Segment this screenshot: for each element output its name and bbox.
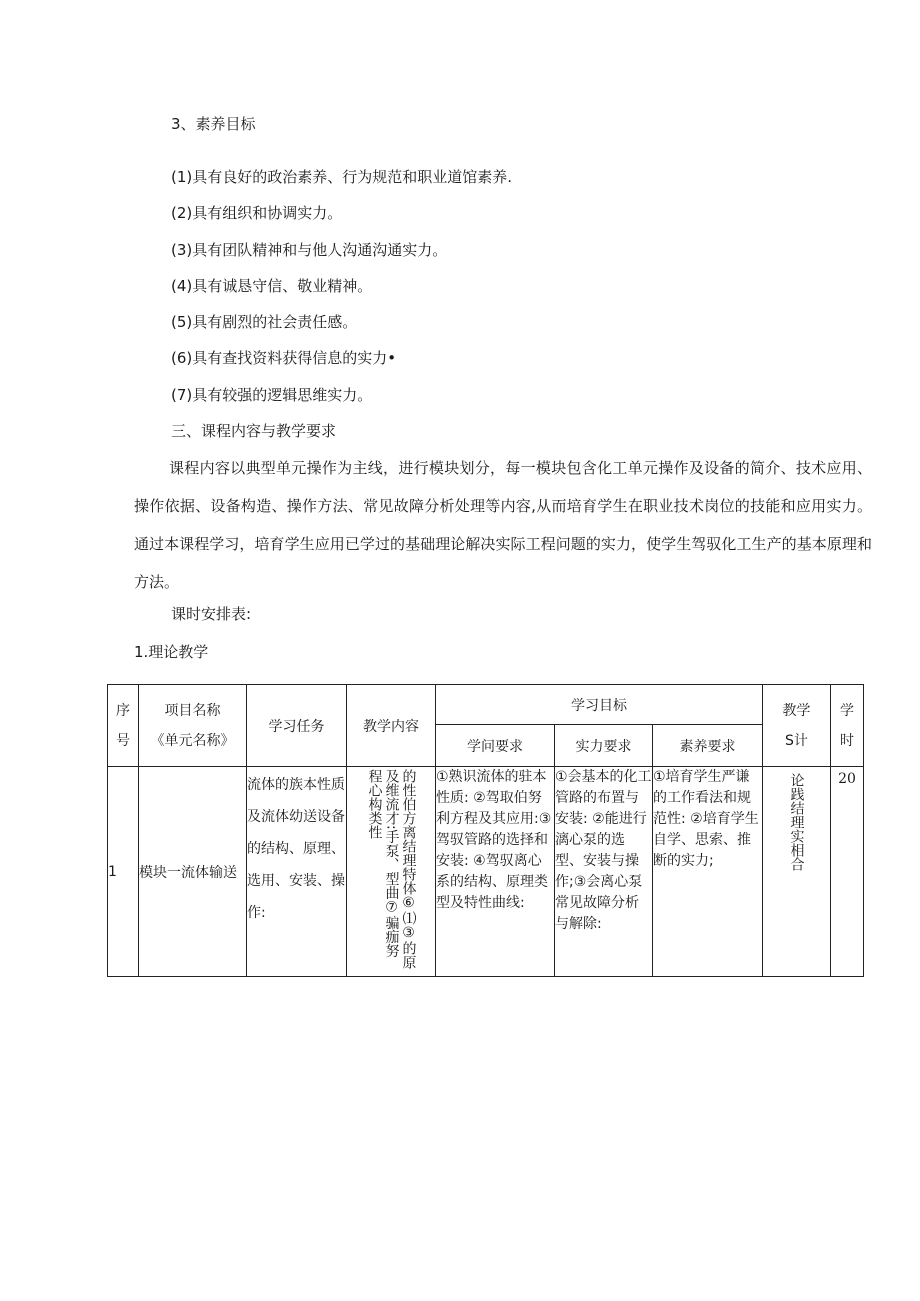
header-teaching-content: 教学内容 [347,685,436,767]
cell-teaching-content: 的性伯方离结理特体⑥⑴③的原及维流才:手泵、型曲⑦骗痂努程心构类性 [366,769,417,969]
table-row [108,767,864,977]
header-project-name: 项目名称 《单元名称》 [139,685,247,767]
cell-learning-task: 流体的族本性质及流体幼送设备的结构、原理、选用、安装、操作: [247,777,345,921]
header-seq: 序 号 [108,685,139,767]
header-learning-goal: 学习目标 [436,685,763,725]
cell-ability: ①会基本的化工管路的布置与安装: ②能进行漓心泵的选型、安装与操作;③会离心泵常见故障分析与解除: [555,769,652,932]
section-title: 3、素养目标 [171,115,256,133]
header-knowledge: 学问要求 [436,725,555,767]
literacy-goal-2: (2)具有组织和协调实力。 [171,204,343,222]
literacy-goal-7: (7)具有较强的逻辑思维实力。 [171,386,373,404]
header-hours: 学 时 [831,685,864,767]
cell-literacy: ①培育学生严谦的工作看法和规范性: ②培育学生自学、思索、推断的实力; [653,769,759,869]
cell-teaching-method: 论践结理实相合 [788,773,805,871]
literacy-goal-5: (5)具有剧烈的社会责任感。 [171,313,358,331]
header-learning-task: 学习任务 [247,685,347,767]
schedule-table [107,684,864,977]
cell-hours: 20 [838,771,856,787]
literacy-goal-1: (1)具有良好的政治素养、行为规范和职业道馆素养. [171,168,513,186]
theory-label: 1.理论教学 [134,643,209,661]
literacy-goal-3: (3)具有团队精神和与他人沟通沟通实力。 [171,241,448,259]
cell-seq: 1 [108,767,139,977]
intro-paragraph: 课程内容以典型单元操作为主线，进行模块划分，每一模块包含化工单元操作及设备的简介、技术应用、操作依据、设备构造、操作方法、常见故障分析处理等内容,从而培育学生在职业技术岗位的技能和应用实力。通过本课程学习，培育学生应用已学过的基础理论解决实际工程问题的实力，使学生驾驭化工生产的基本原理和方法。 [134,459,872,591]
header-ability: 实力要求 [555,725,653,767]
cell-knowledge: ①熟识流体的驻本性质: ②驾取伯努利方程及其应用:③驾驭管路的选择和安装: ④驾驭离心系的结构、原理类型及特性曲线: [436,769,552,911]
schedule-label: 课时安排表: [171,605,252,623]
literacy-goal-4: (4)具有诚恳守信、敬业精神。 [171,277,373,295]
cell-project-name: 模块一流体输送 [139,767,247,977]
header-literacy: 素养要求 [653,725,763,767]
header-teaching-method: 教学 S计 [763,685,831,767]
literacy-goal-6: (6)具有查找资料获得信息的实力• [171,349,397,367]
chapter-title: 三、课程内容与教学要求 [171,422,337,440]
